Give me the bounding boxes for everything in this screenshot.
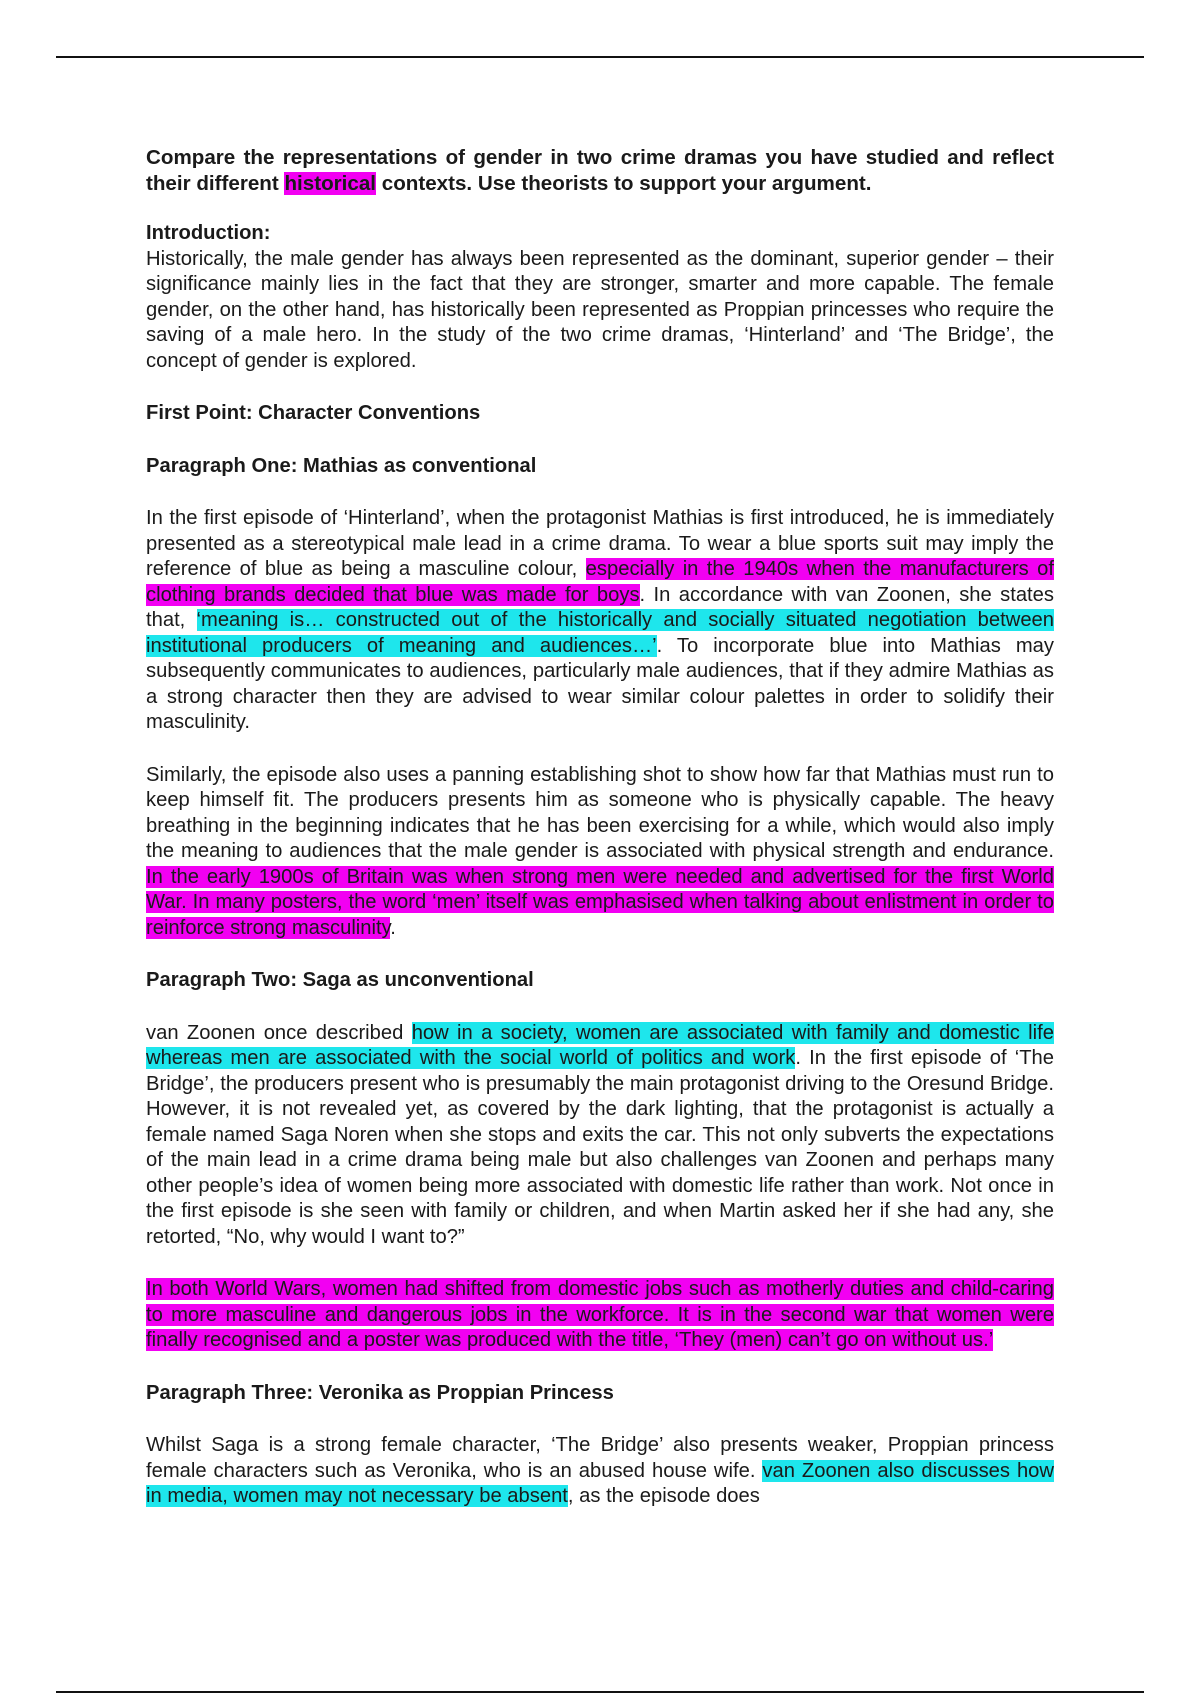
paragraph-one-heading: Paragraph One: Mathias as conventional: [146, 454, 537, 477]
intro-paragraph: Historically, the male gender has always been represented as the dominant, superior gender – their significance mainly lies in the fact that they are stronger, smarter and more capable. The female gender, on the other hand, has historically been represented as Proppian princesses who require the saving of a male hero. In the study of the two crime dramas, ‘Hinterland’ and ‘The Bridge’, the concept of gender is explored.: [146, 247, 1054, 372]
highlight-magenta: especially in the 1940s when the manufacturers of clothing brands decided that blue was made for boys: [146, 558, 1054, 606]
highlight-magenta: In the early 1900s of Britain was when strong men were needed and advertised for the first World War. In many posters, the word ‘men’ itself was emphasised when talking about enlistment in order to reinforce strong masculinity: [146, 865, 1054, 939]
paragraph-one-body-1: [146, 506, 1054, 736]
highlight-magenta: historical: [284, 171, 377, 195]
paragraph-two-body-2: [146, 1277, 1054, 1354]
paragraph-two-heading: Paragraph Two: Saga as unconventional: [146, 969, 534, 991]
body-text: .: [390, 916, 396, 939]
body-text: . In accordance with van Zoonen, she states that,: [146, 583, 1054, 631]
body-text: . To incorporate blue into Mathias may subsequently communicates to audiences, particularly male audiences, that if they admire Mathias as a strong character then they are advised to wear similar colour palettes in order to solidify their masculinity.: [146, 634, 1054, 733]
highlight-cyan: how in a society, women are associated with family and domestic life whereas men are associated with the social world of politics and work: [146, 1021, 1054, 1069]
body-text: . In the first episode of ‘The Bridge’, the producers present who is presumably the main protagonist driving to the Oresund Bridge. However, it is not revealed yet, as covered by the dark lighting, that the protagonist is actually a female named Saga Noren when she stops and exits the car. This not only subverts the expectations of the main lead in a crime drama being male but also challenges van Zoonen and perhaps many other people’s idea of women being more associated with domestic life rather than work. Not once in the first episode is she seen with family or children, and when Martin asked her if she had any, she retorted, “No, why would I want to?”: [146, 1047, 1054, 1248]
top-rule: [56, 56, 1144, 58]
body-text: , as the episode does: [567, 1485, 760, 1507]
question-text: Compare the representations of gender in two crime dramas you have studied and reflect their different: [146, 146, 1054, 195]
paragraph-one-body-2: [146, 763, 1054, 942]
document-body: [146, 145, 1054, 1510]
body-text: Whilst Saga is a strong female character, ‘The Bridge’ also presents weaker, Proppian princess female characters such as Veronika, who is an abused house wife.: [146, 1434, 1054, 1482]
body-text: van Zoonen once described: [146, 1021, 412, 1044]
highlight-magenta: In both World Wars, women had shifted from domestic jobs such as motherly duties and child-caring to more masculine and dangerous jobs in the workforce. It is in the second war that women were finally recognised and a poster was produced with the title, ‘They (men) can’t go on without us.’: [146, 1278, 1054, 1351]
question-text: contexts. Use theorists to support your argument.: [376, 171, 872, 195]
essay-question: [146, 145, 1054, 196]
highlight-cyan: ‘meaning is… constructed out of the historically and socially situated negotiation between institutional producers of meaning and audiences…’: [146, 609, 1054, 657]
bottom-rule: [56, 1691, 1144, 1693]
paragraph-three-heading: Paragraph Three: Veronika as Proppian Princess: [146, 1381, 614, 1404]
body-text: In the first episode of ‘Hinterland’, when the protagonist Mathias is first introduced, he is immediately presented as a stereotypical male lead in a crime drama. To wear a blue sports suit may imply the reference of blue as being a masculine colour,: [146, 507, 1054, 580]
intro-heading: Introduction:: [146, 222, 271, 244]
paragraph-two-body-1: [146, 1021, 1054, 1251]
highlight-cyan: van Zoonen also discusses how in media, women may not necessary be absent: [146, 1459, 1054, 1507]
paragraph-three-body-1: [146, 1433, 1054, 1510]
body-text: Similarly, the episode also uses a panning establishing shot to show how far that Mathias must run to keep himself fit. The producers presents him as someone who is physically capable. The heavy breathing in the beginning indicates that he has been exercising for a while, which would also imply the meaning to audiences that the male gender is associated with physical strength and endurance.: [146, 763, 1054, 862]
first-point-heading: First Point: Character Conventions: [146, 402, 481, 424]
